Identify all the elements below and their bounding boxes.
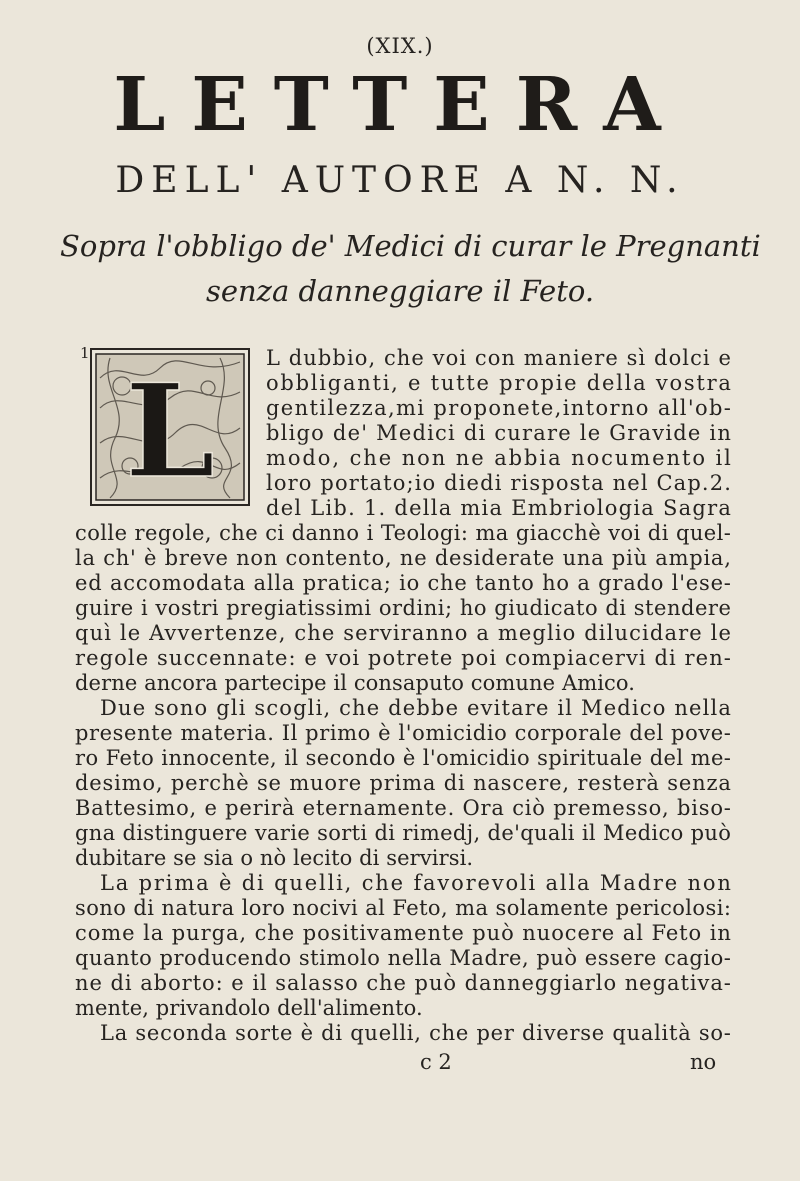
text-line: del Lib. 1. della mia Embriologia Sagra: [266, 496, 733, 520]
text-line: come la purga, che positivamente può nuocere al Feto in: [75, 921, 732, 945]
page-number: (XIX.): [366, 34, 434, 58]
initial-letter: L: [125, 357, 215, 506]
text-line: bligo de' Medici di curare le Gravide in: [266, 421, 733, 445]
text-line: ne di aborto: e il salasso che può danneggiarlo negativa-: [75, 971, 732, 995]
text-line: ro Feto innocente, il secondo è l'omicidio spirituale del me-: [75, 746, 732, 770]
text-line: colle regole, che ci danno i Teologi: ma giacchè voi di quel-: [75, 521, 732, 545]
decorated-initial: [90, 348, 250, 506]
text-line: La seconda sorte è di quelli, che per diverse qualità so-: [100, 1021, 732, 1045]
text-line: gentilezza,mi proponete,intorno all'ob-: [266, 396, 733, 420]
text-line: presente materia. Il primo è l'omicidio corporale del pove-: [75, 721, 732, 745]
topic-line-2: senza danneggiare il Feto.: [205, 274, 595, 308]
catchword: no: [690, 1050, 717, 1074]
text-line: guire i vostri pregiatissimi ordini; ho giudicato di stendere: [75, 596, 732, 620]
text-line: quì le Avvertenze, che serviranno a meglio dilucidare le: [75, 621, 733, 645]
decorated-initial-icon: [90, 348, 250, 506]
text-line: L dubbio, che voi con maniere sì dolci e: [266, 346, 732, 370]
subtitle: DELL' AUTORE A N. N.: [115, 160, 685, 201]
text-line: loro portato;io diedi risposta nel Cap.2.: [266, 471, 733, 495]
text-line: mente, privandolo dell'alimento.: [75, 996, 423, 1020]
text-line: derne ancora partecipe il consaputo comune Amico.: [75, 671, 636, 695]
text-line: quanto producendo stimolo nella Madre, può essere cagio-: [75, 946, 732, 970]
text-line: ed accomodata alla pratica; io che tanto ho a grado l'ese-: [75, 571, 732, 595]
main-title: LETTERA: [113, 62, 687, 148]
text-line: obbliganti, e tutte propie della vostra: [266, 371, 733, 395]
signature-mark: c 2: [420, 1050, 452, 1074]
text-line: regole succennate: e voi potrete poi compiacervi di ren-: [75, 646, 732, 670]
text-line: La prima è di quelli, che favorevoli alla Madre non: [100, 871, 733, 895]
text-line: Due sono gli scogli, che debbe evitare il Medico nella: [100, 696, 733, 720]
topic-line-1: Sopra l'obbligo de' Medici di curar le Pregnanti: [60, 229, 761, 263]
text-line: Battesimo, e perirà eternamente. Ora ciò premesso, biso-: [75, 796, 732, 820]
note-number: 1: [80, 344, 90, 362]
text-line: dubitare se sia o nò lecito di servirsi.: [75, 846, 474, 870]
text-line: desimo, perchè se muore prima di nascere, resterà senza: [75, 771, 732, 795]
text-line: la ch' è breve non contento, ne desiderate una più ampia,: [75, 546, 732, 570]
text-line: sono di natura loro nocivi al Feto, ma solamente pericolosi:: [75, 896, 732, 920]
text-line: modo, che non ne abbia nocumento il: [266, 446, 733, 470]
text-line: gna distinguere varie sorti di rimedj, de'quali il Medico può: [75, 821, 732, 845]
